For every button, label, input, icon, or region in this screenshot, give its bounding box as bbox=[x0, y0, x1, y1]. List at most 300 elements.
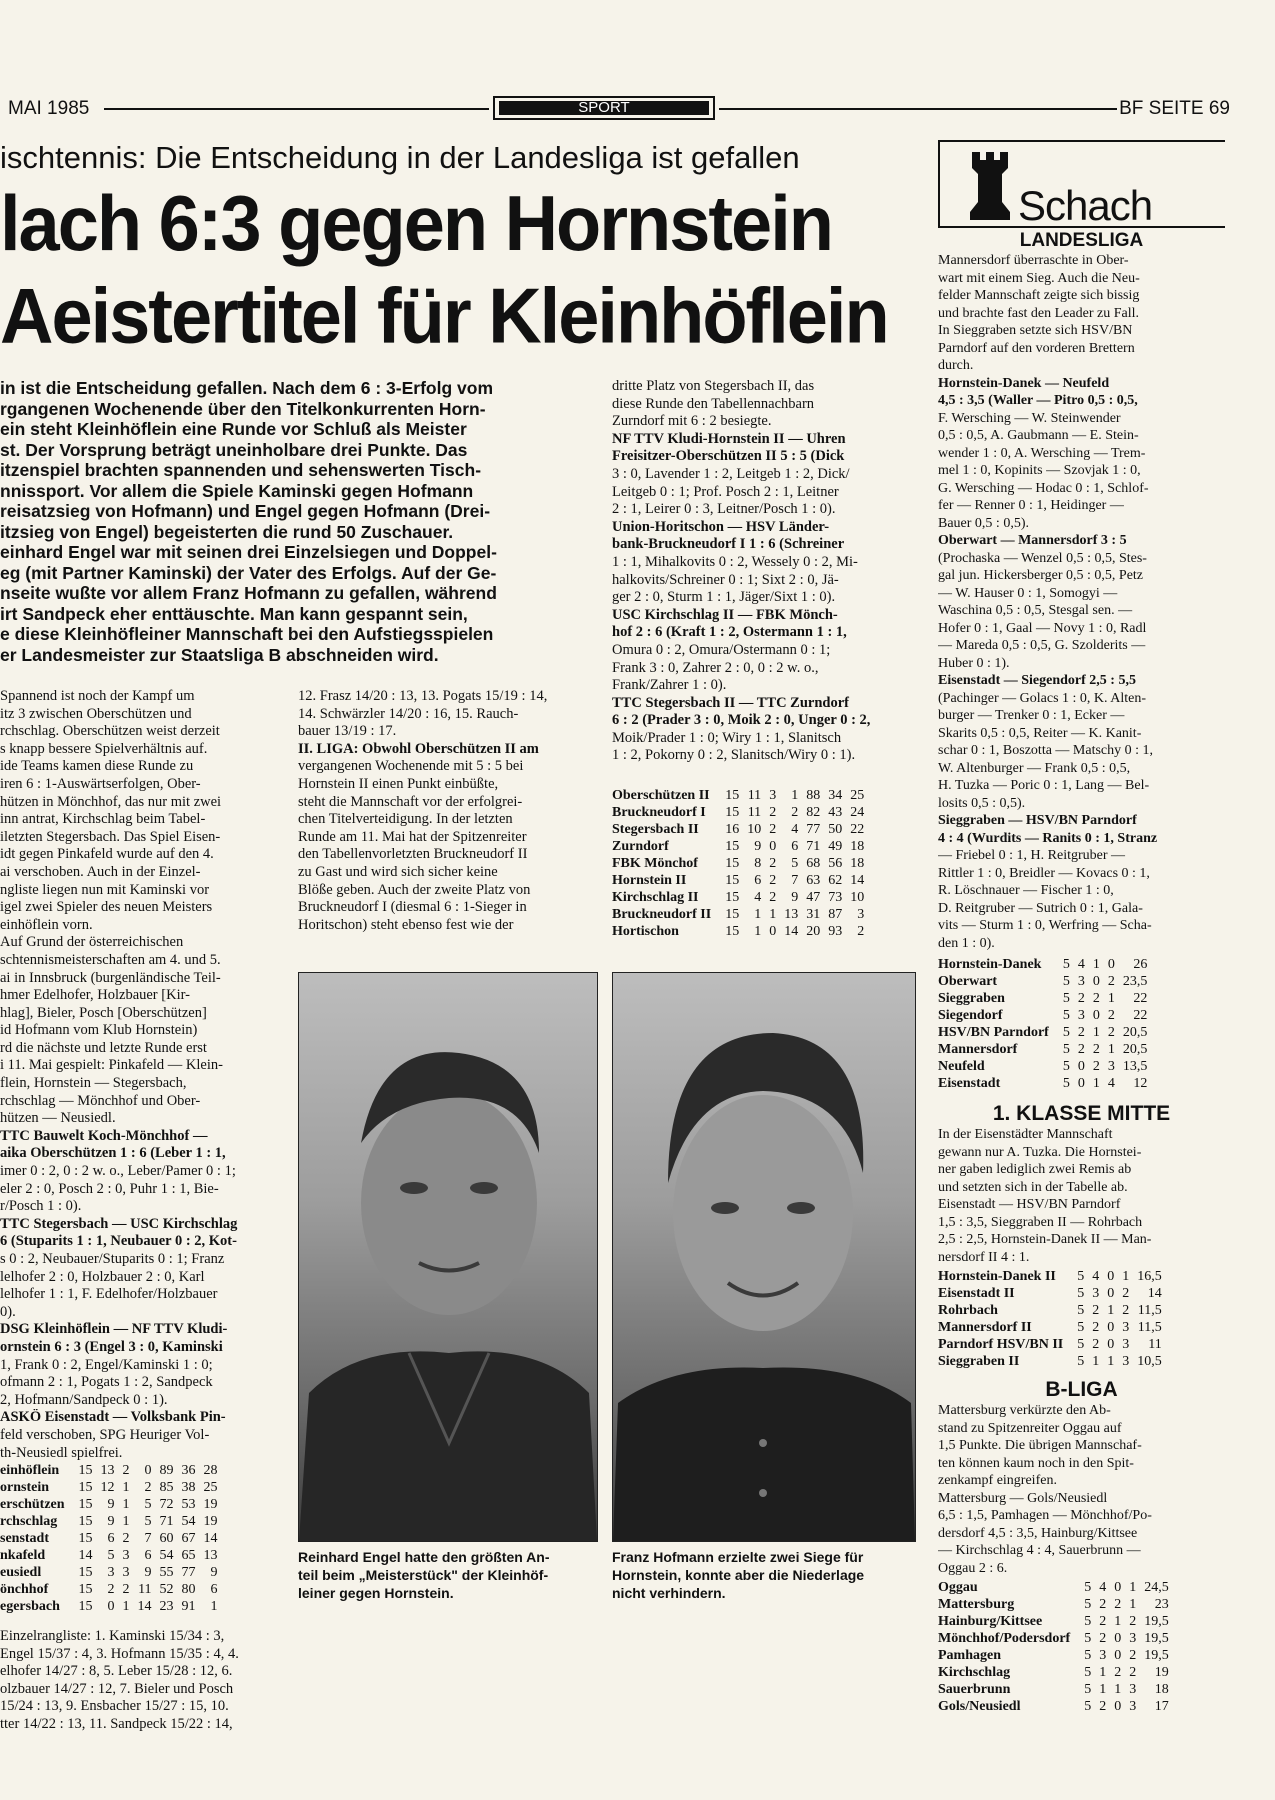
table-cell: egersbach bbox=[0, 1599, 60, 1614]
table-cell: 3 bbox=[1099, 1648, 1107, 1663]
table-cell: 2 bbox=[1092, 1337, 1100, 1352]
text-line: einhard Engel war mit seinen drei Einzelsiegen und Doppel- bbox=[0, 542, 497, 562]
table-cell: 2 bbox=[1099, 1631, 1107, 1646]
table-cell: 5 bbox=[1077, 1286, 1085, 1301]
table-row bbox=[938, 1596, 1177, 1613]
table-cell: 1 bbox=[1107, 1303, 1115, 1318]
table-cell: 11 bbox=[747, 788, 762, 803]
table-cell: 10,5 bbox=[1137, 1354, 1162, 1369]
chess-title: Schach bbox=[1018, 182, 1153, 229]
table-cell: 7 bbox=[791, 873, 799, 888]
table-row bbox=[938, 1630, 1177, 1647]
text-line: 1, Frank 0 : 2, Engel/Kaminski 1 : 0; bbox=[0, 1356, 213, 1373]
section-label-box bbox=[493, 96, 715, 120]
table-cell: 3 bbox=[122, 1565, 130, 1580]
caption-line: leiner gegen Hornstein. bbox=[298, 1585, 454, 1601]
table-row bbox=[938, 1302, 1170, 1319]
text-line: Rittler 1 : 0, Breidler — Kovacs 0 : 1, bbox=[938, 865, 1150, 881]
table-cell: 6 bbox=[144, 1548, 152, 1563]
table-row bbox=[938, 1613, 1177, 1630]
table-cell: 0 bbox=[1077, 1076, 1085, 1091]
text-line: gewann nur A. Tuzka. Die Hornstei- bbox=[938, 1144, 1142, 1160]
table-cell: 20,5 bbox=[1122, 1025, 1148, 1040]
text-line: Hofer 0 : 1, Gaal — Novy 1 : 0, Radl bbox=[938, 620, 1147, 636]
headline-line-2: Aeistertitel für Kleinhöflein bbox=[0, 272, 888, 360]
table-cell: 93 bbox=[828, 924, 843, 939]
table-cell: 23 bbox=[1154, 1597, 1169, 1612]
text-line: Frank 3 : 0, Zahrer 2 : 0, 0 : 2 w. o., bbox=[612, 659, 819, 676]
table-cell: 67 bbox=[181, 1531, 196, 1546]
table-cell: 3 bbox=[1129, 1699, 1137, 1714]
text-line: nseite wußte vor allem Franz Hofmann zu gefallen, während bbox=[0, 583, 497, 603]
table-row bbox=[0, 1598, 226, 1615]
text-line: aika Oberschützen 1 : 6 (Leber 1 : 1, bbox=[0, 1145, 226, 1162]
table-cell: 2 bbox=[1092, 1042, 1100, 1057]
table-cell: Sieggraben bbox=[938, 991, 1005, 1006]
table-cell: 2 bbox=[1114, 1597, 1122, 1612]
table-row bbox=[0, 1479, 226, 1496]
text-line: Mattersburg verkürzte den Ab- bbox=[938, 1403, 1111, 1418]
table-cell: Parndorf HSV/BN II bbox=[938, 1337, 1064, 1352]
text-line: reisatzsieg von Hofmann) und Engel gegen Hofmann (Drei- bbox=[0, 501, 491, 521]
table-cell: 25 bbox=[850, 788, 865, 803]
table-cell: 5 bbox=[1084, 1580, 1092, 1595]
table-cell: 5 bbox=[144, 1514, 152, 1529]
table-cell: 19,5 bbox=[1144, 1631, 1169, 1646]
table-cell: 0 bbox=[1114, 1699, 1122, 1714]
table-row bbox=[938, 1579, 1177, 1596]
text-line: flein, Hornstein — Stegersbach, bbox=[0, 1075, 187, 1092]
text-line: Eisenstadt — HSV/BN Parndorf bbox=[938, 1197, 1121, 1212]
text-line: rchschlag. Oberschützen weist derzeit bbox=[0, 723, 220, 740]
table-cell: 5 bbox=[1077, 1269, 1085, 1284]
table-cell: erschützen bbox=[0, 1497, 65, 1512]
table-cell: Rohrbach bbox=[938, 1303, 998, 1318]
table-cell: 52 bbox=[159, 1582, 174, 1597]
table-cell: 0 bbox=[144, 1463, 152, 1478]
standings-table-landesliga bbox=[0, 1462, 226, 1615]
table-cell: 47 bbox=[806, 890, 821, 905]
text-line: — Mareda 0,5 : 0,5, G. Szolderits — bbox=[938, 638, 1146, 653]
table-cell: 5 bbox=[1077, 1303, 1085, 1318]
table-cell: 71 bbox=[806, 839, 821, 854]
text-line: r/Posch 1 : 0). bbox=[0, 1198, 82, 1215]
table-cell: 85 bbox=[159, 1480, 174, 1495]
text-line: id Hofmann vom Klub Hornstein) bbox=[0, 1022, 198, 1039]
table-row bbox=[938, 1041, 1155, 1058]
table-cell: 0 bbox=[769, 839, 777, 854]
table-cell: Kirchschlag bbox=[938, 1665, 1011, 1680]
table-cell: Neufeld bbox=[938, 1059, 985, 1074]
table-row bbox=[938, 1336, 1170, 1353]
table-cell: 15 bbox=[725, 839, 740, 854]
article-column-3 bbox=[612, 378, 914, 765]
table-cell: 13 bbox=[784, 907, 799, 922]
table-cell: 15 bbox=[725, 805, 740, 820]
table-cell: 0 bbox=[769, 924, 777, 939]
table-cell: 15 bbox=[78, 1565, 93, 1580]
table-cell: 73 bbox=[828, 890, 843, 905]
table-cell: 2 bbox=[122, 1531, 130, 1546]
table-row bbox=[938, 990, 1155, 1007]
table-cell: Hornstein-Danek II bbox=[938, 1269, 1056, 1284]
table-cell: 3 bbox=[1129, 1682, 1137, 1697]
text-line: igel zwei Spieler des neuen Meisters bbox=[0, 899, 213, 916]
text-line: nnissport. Vor allem die Spiele Kaminski gegen Hofmann bbox=[0, 480, 474, 501]
table-cell: 4 bbox=[754, 890, 762, 905]
text-line: Mattersburg — Gols/Neusiedl bbox=[938, 1490, 1108, 1506]
caption-line: teil beim „Meisterstück" der Kleinhöf- bbox=[298, 1567, 549, 1583]
table-cell: 15 bbox=[78, 1480, 93, 1495]
table-cell: 2 bbox=[1099, 1597, 1107, 1612]
table-cell: 9 bbox=[107, 1497, 115, 1512]
table-row bbox=[938, 1024, 1155, 1041]
kicker: ischtennis: Die Entscheidung in der Landesliga ist gefallen bbox=[0, 140, 800, 175]
table-cell: 2 bbox=[1092, 991, 1100, 1006]
table-cell: 14 bbox=[784, 924, 799, 939]
table-cell: Siegendorf bbox=[938, 1008, 1003, 1023]
text-line: Omura 0 : 2, Omura/Ostermann 0 : 1; bbox=[612, 641, 831, 658]
table-cell: 14 bbox=[78, 1548, 93, 1563]
text-line: eler 2 : 0, Posch 2 : 0, Puhr 1 : 1, Bie- bbox=[0, 1180, 219, 1197]
table-cell: 23 bbox=[159, 1599, 174, 1614]
table-cell: 18 bbox=[850, 856, 865, 871]
table-cell: 5 bbox=[1084, 1614, 1092, 1629]
table-cell: 6 bbox=[107, 1531, 115, 1546]
text-line: Bruckneudorf I (diesmal 6 : 1-Sieger in bbox=[298, 899, 527, 916]
table-cell: 1 bbox=[1092, 1025, 1100, 1040]
text-line: NF TTV Kludi-Hornstein II — Uhren bbox=[612, 430, 846, 447]
table-cell: 2 bbox=[1122, 1286, 1130, 1301]
table-cell: 1 bbox=[754, 907, 762, 922]
table-cell: 2 bbox=[122, 1582, 130, 1597]
table-cell: 6 bbox=[791, 839, 799, 854]
table-cell: 9 bbox=[210, 1565, 218, 1580]
table-cell: 13,5 bbox=[1122, 1059, 1148, 1074]
table-cell: 80 bbox=[181, 1582, 196, 1597]
table-cell: 0 bbox=[1107, 1337, 1115, 1352]
table-cell: 22 bbox=[850, 822, 865, 837]
text-line: rgangenen Wochenende über den Titelkonkurrenten Horn- bbox=[0, 398, 486, 419]
text-line: Freisitzer-Oberschützen II 5 : 5 (Dick bbox=[612, 448, 845, 465]
table-cell: 1 bbox=[791, 788, 799, 803]
header-rule-right bbox=[719, 108, 1117, 110]
table-cell: 11 bbox=[747, 805, 762, 820]
text-line: idt gegen Pinkafeld wurde auf den 4. bbox=[0, 846, 214, 863]
table-row bbox=[0, 1581, 226, 1598]
text-line: 14. Schwärzler 14/20 : 16, 15. Rauch- bbox=[298, 705, 519, 722]
table-row bbox=[612, 872, 872, 889]
table-cell: 2 bbox=[1129, 1665, 1137, 1680]
text-line: Leitgeb 0 : 1; Prof. Posch 2 : 1, Leitner bbox=[612, 483, 839, 500]
table-cell: 19,5 bbox=[1144, 1614, 1169, 1629]
text-line: schar 0 : 1, Boszotta — Matschy 0 : 1, bbox=[938, 743, 1154, 758]
b-liga-report bbox=[938, 1402, 1225, 1577]
table-cell: 3 bbox=[1122, 1320, 1130, 1335]
text-line: 6 (Stuparits 1 : 1, Neubauer 0 : 2, Kot- bbox=[0, 1233, 237, 1250]
table-cell: 2 bbox=[769, 805, 777, 820]
table-cell: Bruckneudorf II bbox=[612, 907, 712, 922]
table-cell: senstadt bbox=[0, 1531, 50, 1546]
table-cell: eusiedl bbox=[0, 1565, 42, 1580]
table-cell: 12 bbox=[1133, 1076, 1148, 1091]
table-cell: 9 bbox=[144, 1565, 152, 1580]
table-cell: ornstein bbox=[0, 1480, 49, 1495]
text-line: In Sieggraben setzte sich HSV/BN bbox=[938, 323, 1133, 338]
table-cell: 22 bbox=[1133, 991, 1148, 1006]
table-cell: 16,5 bbox=[1137, 1269, 1162, 1284]
table-cell: 53 bbox=[181, 1497, 196, 1512]
text-line: TTC Bauwelt Koch-Mönchhof — bbox=[0, 1127, 208, 1144]
text-line: G. Wersching — Hodac 0 : 1, Schlof- bbox=[938, 480, 1149, 496]
table-cell: HSV/BN Parndorf bbox=[938, 1025, 1049, 1040]
table-cell: 5 bbox=[1084, 1682, 1092, 1697]
headline-line-1: lach 6:3 gegen Hornstein bbox=[0, 180, 832, 268]
table-cell: 15 bbox=[725, 924, 740, 939]
text-line: 12. Frasz 14/20 : 13, 13. Pogats 15/19 : 14, bbox=[298, 688, 548, 704]
text-line: Hornstein II einen Punkt einbüßte, bbox=[298, 775, 499, 792]
table-cell: 0 bbox=[1107, 1320, 1115, 1335]
text-line: lelhofer 2 : 0, Holzbauer 2 : 0, Karl bbox=[0, 1268, 205, 1285]
table-cell: 16 bbox=[725, 822, 740, 837]
table-cell: Gols/Neusiedl bbox=[938, 1699, 1021, 1714]
text-line: imer 0 : 2, 0 : 2 w. o., Leber/Pamer 0 : 1; bbox=[0, 1163, 236, 1180]
text-line: itz 3 zwischen Oberschützen und bbox=[0, 705, 192, 722]
text-line: und brachte fast den Leader zu Fall. bbox=[938, 305, 1139, 321]
table-cell: 0 bbox=[1114, 1631, 1122, 1646]
text-line: th-Neusiedl spielfrei. bbox=[0, 1444, 123, 1461]
text-line: D. Reitgruber — Sutrich 0 : 1, Gala- bbox=[938, 900, 1143, 916]
table-cell: 1 bbox=[1092, 1354, 1100, 1369]
table-cell: 2 bbox=[1092, 1320, 1100, 1335]
table-cell: 14 bbox=[137, 1599, 152, 1614]
table-cell: 1 bbox=[1099, 1665, 1107, 1680]
table-cell: 13 bbox=[100, 1463, 115, 1478]
table-cell: 89 bbox=[159, 1463, 174, 1478]
text-line: Runde am 11. Mai hat der Spitzenreiter bbox=[298, 828, 527, 845]
text-line: Waschina 0,5 : 0,5, Stesgal sen. — bbox=[938, 603, 1133, 618]
table-cell: 2 bbox=[1099, 1699, 1107, 1714]
table-row bbox=[612, 855, 872, 872]
text-line: 6,5 : 1,5, Pamhagen — Mönchhof/Po- bbox=[938, 1508, 1152, 1523]
table-row bbox=[0, 1496, 226, 1513]
table-cell: 2 bbox=[769, 890, 777, 905]
text-line: bank-Bruckneudorf I 1 : 6 (Schreiner bbox=[612, 536, 845, 553]
text-line: halkovits/Schreiner 0 : 1; Sixt 2 : 0, Jä- bbox=[612, 571, 839, 588]
table-row bbox=[612, 906, 872, 923]
table-cell: 56 bbox=[828, 856, 843, 871]
text-line: nersdorf II 4 : 1. bbox=[938, 1249, 1030, 1265]
table-cell: 71 bbox=[159, 1514, 174, 1529]
portrait-icon bbox=[299, 973, 597, 1541]
table-row bbox=[938, 1007, 1155, 1024]
caption-line: Reinhard Engel hatte den größten An- bbox=[298, 1549, 550, 1565]
text-line: dersdorf 4,5 : 3,5, Hainburg/Kittsee bbox=[938, 1525, 1138, 1541]
text-line: Einzelrangliste: 1. Kaminski 15/34 : 3, bbox=[0, 1628, 225, 1644]
table-cell: 1 bbox=[122, 1599, 130, 1614]
table-cell: 2 bbox=[769, 873, 777, 888]
photo-caption-hofmann bbox=[612, 1548, 914, 1602]
table-cell: 11 bbox=[138, 1582, 152, 1597]
text-line: 2, Hofmann/Sandpeck 0 : 1). bbox=[0, 1391, 168, 1408]
text-line: zenkampf eingreifen. bbox=[938, 1473, 1057, 1488]
table-cell: Oberschützen II bbox=[612, 788, 710, 803]
table-row bbox=[938, 1075, 1155, 1092]
table-cell: 1 bbox=[1122, 1269, 1130, 1284]
table-row bbox=[612, 889, 872, 906]
klasse-mitte-heading: 1. KLASSE MITTE bbox=[992, 1102, 1171, 1125]
table-cell: 36 bbox=[181, 1463, 196, 1478]
table-cell: 49 bbox=[828, 839, 843, 854]
table-cell: 1 bbox=[1099, 1682, 1107, 1697]
table-cell: 1 bbox=[122, 1497, 130, 1512]
text-line: hützen in Mönchhof, das nur mit zwei bbox=[0, 793, 222, 810]
text-line: H. Tuzka — Poric 0 : 1, Lang — Bel- bbox=[938, 778, 1150, 793]
table-cell: 0 bbox=[107, 1599, 115, 1614]
text-line: burger — Trenker 0 : 1, Ecker — bbox=[938, 708, 1125, 723]
table-cell: 3 bbox=[1122, 1337, 1130, 1352]
table-cell: 0 bbox=[1107, 957, 1115, 972]
table-cell: 9 bbox=[754, 839, 762, 854]
table-row bbox=[0, 1564, 226, 1581]
text-line: 3 : 0, Lavender 1 : 2, Leitgeb 1 : 2, Dick/ bbox=[612, 465, 850, 482]
header-rule-left bbox=[104, 108, 489, 110]
table-cell: 3 bbox=[1077, 1008, 1085, 1023]
table-cell: 19 bbox=[1154, 1665, 1169, 1680]
table-row bbox=[0, 1547, 226, 1564]
table-cell: 5 bbox=[1062, 974, 1070, 989]
text-line: fer — Renner 0 : 1, Heidinger — bbox=[938, 498, 1124, 513]
table-cell: 19,5 bbox=[1144, 1648, 1169, 1663]
table-cell: 3 bbox=[857, 907, 865, 922]
klasse-mitte-standings bbox=[938, 1268, 1170, 1370]
table-cell: 0 bbox=[1092, 974, 1100, 989]
table-cell: 9 bbox=[107, 1514, 115, 1529]
table-cell: 17 bbox=[1154, 1699, 1169, 1714]
text-line: ai verschoben. Auch in der Einzel- bbox=[0, 863, 201, 880]
text-line: stand zu Spitzenreiter Oggau auf bbox=[938, 1420, 1122, 1436]
table-cell: Eisenstadt II bbox=[938, 1286, 1015, 1301]
text-line: II. LIGA: Obwohl Oberschützen II am bbox=[298, 740, 539, 757]
table-row bbox=[938, 1681, 1177, 1698]
text-line: 15/24 : 13, 9. Ensbacher 15/27 : 15, 10. bbox=[0, 1698, 229, 1715]
text-line: 2,5 : 2,5, Hornstein-Danek II — Man- bbox=[938, 1232, 1152, 1247]
table-row bbox=[0, 1513, 226, 1530]
table-cell: 2 bbox=[1107, 1025, 1115, 1040]
table-row bbox=[938, 1664, 1177, 1681]
table-cell: Kirchschlag II bbox=[612, 890, 699, 905]
table-cell: 1 bbox=[122, 1480, 130, 1495]
table-cell: 5 bbox=[1084, 1648, 1092, 1663]
text-line: s 0 : 2, Neubauer/Stuparits 0 : 1; Franz bbox=[0, 1251, 225, 1267]
text-line: 4,5 : 3,5 (Waller — Pitro 0,5 : 0,5, bbox=[938, 393, 1138, 408]
photo-caption-engel bbox=[298, 1548, 598, 1602]
text-line: wender 1 : 0, A. Wersching — Trem- bbox=[938, 445, 1146, 461]
page-header bbox=[0, 96, 1230, 120]
table-row bbox=[612, 838, 872, 855]
caption-line: Hornstein, konnte aber die Niederlage bbox=[612, 1567, 865, 1583]
table-cell: 88 bbox=[806, 788, 821, 803]
text-line: diese Runde den Tabellennachbarn bbox=[612, 395, 815, 412]
table-cell: 82 bbox=[806, 805, 821, 820]
table-cell: 87 bbox=[828, 907, 843, 922]
table-cell: 2 bbox=[1129, 1614, 1137, 1629]
text-line: Oggau 2 : 6. bbox=[938, 1560, 1008, 1576]
table-cell: 15 bbox=[78, 1599, 93, 1614]
table-cell: 5 bbox=[144, 1497, 152, 1512]
table-cell: 15 bbox=[725, 856, 740, 871]
table-cell: Mannersdorf II bbox=[938, 1320, 1032, 1335]
table-cell: 0 bbox=[1077, 1059, 1085, 1074]
text-line: chen Titelverteidigung. In der letzten bbox=[298, 811, 513, 828]
table-cell: 1 bbox=[1129, 1580, 1137, 1595]
text-line: — Friebel 0 : 1, H. Reitgruber — bbox=[938, 848, 1126, 863]
table-cell: 2 bbox=[1107, 1008, 1115, 1023]
table-cell: 72 bbox=[159, 1497, 174, 1512]
table-cell: 5 bbox=[1084, 1699, 1092, 1714]
text-line: (Pachinger — Golacs 1 : 0, K. Alten- bbox=[938, 690, 1147, 706]
table-cell: 5 bbox=[1077, 1337, 1085, 1352]
text-line: ide Teams kamen diese Runde zu bbox=[0, 758, 194, 775]
table-cell: 31 bbox=[806, 907, 821, 922]
text-line: inn antrat, Kirchschlag beim Tabel- bbox=[0, 811, 206, 828]
table-row bbox=[612, 804, 872, 821]
text-line: Eisenstadt — Siegendorf 2,5 : 5,5 bbox=[938, 673, 1136, 688]
table-cell: 4 bbox=[791, 822, 799, 837]
text-line: 1,5 Punkte. Die übrigen Mannschaf- bbox=[938, 1438, 1142, 1453]
table-cell: 4 bbox=[1092, 1269, 1100, 1284]
table-row bbox=[612, 787, 872, 804]
table-cell: 18 bbox=[1154, 1682, 1169, 1697]
table-cell: 3 bbox=[1129, 1631, 1137, 1646]
table-cell: 65 bbox=[181, 1548, 196, 1563]
text-line: itzenspiel brachten spannenden und sehenswerten Tisch- bbox=[0, 460, 482, 480]
table-cell: 15 bbox=[78, 1463, 93, 1478]
table-row bbox=[938, 1698, 1177, 1715]
table-cell: 1 bbox=[1092, 957, 1100, 972]
table-cell: Bruckneudorf I bbox=[612, 805, 706, 820]
text-line: irt Sandpeck eher enttäuschte. Man kann gespannt sein, bbox=[0, 603, 468, 624]
table-cell: 26 bbox=[1133, 957, 1148, 972]
text-line: itzsieg von Engel) begeisterten die rund 50 Zuschauer. bbox=[0, 521, 454, 542]
table-cell: 43 bbox=[828, 805, 843, 820]
table-cell: 5 bbox=[1062, 1008, 1070, 1023]
text-line: 6 : 2 (Prader 3 : 0, Moik 2 : 0, Unger 0 : 2, bbox=[612, 712, 871, 729]
text-line: rchschlag — Mönchhof und Ober- bbox=[0, 1092, 201, 1109]
table-cell: 14 bbox=[850, 873, 865, 888]
landesliga-heading: LANDESLIGA bbox=[1019, 230, 1144, 251]
table-cell: Oberwart bbox=[938, 974, 998, 989]
table-cell: nkafeld bbox=[0, 1548, 46, 1563]
table-cell: 63 bbox=[806, 873, 821, 888]
table-cell: 62 bbox=[828, 873, 843, 888]
text-line: ofmann 2 : 1, Pogats 1 : 2, Sandpeck bbox=[0, 1374, 213, 1391]
text-line: s knapp bessere Spielverhältnis auf. bbox=[0, 740, 208, 757]
text-line: losits 0,5 : 0,5). bbox=[938, 795, 1026, 811]
table-cell: 15 bbox=[725, 890, 740, 905]
table-cell: 5 bbox=[1084, 1631, 1092, 1646]
table-cell: FBK Mönchof bbox=[612, 856, 698, 871]
table-cell: 10 bbox=[747, 822, 762, 837]
table-cell: 3 bbox=[1077, 974, 1085, 989]
text-line: olzbauer 14/27 : 12, 7. Bieler und Posch bbox=[0, 1680, 234, 1697]
text-line: Union-Horitschon — HSV Länder- bbox=[612, 518, 830, 535]
table-cell: 5 bbox=[1077, 1320, 1085, 1335]
table-cell: 11,5 bbox=[1137, 1320, 1162, 1335]
table-cell: 5 bbox=[1062, 991, 1070, 1006]
text-line: und setzten sich in der Tabelle ab. bbox=[938, 1179, 1128, 1195]
chess-title-box bbox=[938, 140, 1225, 228]
